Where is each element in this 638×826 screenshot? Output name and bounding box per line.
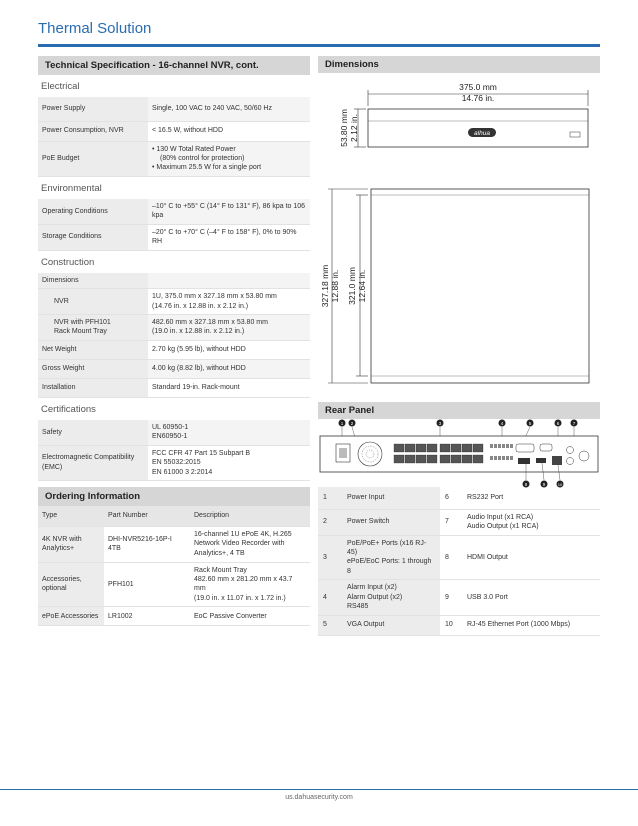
spec-label: Net Weight — [38, 340, 148, 359]
inner-in-label: 12.64 in. — [357, 269, 367, 303]
column-header: Part Number — [104, 506, 190, 526]
inner-mm-label: 321.0 mm — [347, 267, 357, 305]
spec-label: Power Consumption, NVR — [38, 121, 148, 141]
port-label: USB 3.0 Port — [462, 580, 600, 615]
callout-label: 3 — [438, 421, 442, 426]
port-number: 7 — [440, 509, 462, 535]
order-type-line: Analytics+ — [42, 545, 75, 552]
spec-value — [148, 289, 310, 315]
order-type-line: optional — [42, 585, 67, 593]
spec-value — [148, 420, 310, 445]
nvr-top-view — [371, 189, 589, 383]
port-number: 4 — [318, 580, 342, 615]
table-row — [318, 487, 600, 509]
table-row — [318, 535, 600, 580]
height-mm-label: 53.80 mm — [339, 109, 349, 147]
electrical-table — [38, 97, 310, 177]
port-label: VGA Output — [342, 615, 440, 635]
spec-label: Safety — [38, 420, 148, 445]
table-row — [38, 273, 310, 289]
port-label: RJ-45 Ethernet Port (1000 Mbps) — [462, 615, 600, 635]
table-row — [38, 224, 310, 250]
port-label: Power Switch — [342, 509, 440, 535]
table-row — [38, 526, 310, 562]
construction-heading: Construction — [41, 256, 95, 268]
port-number: 9 — [440, 580, 462, 615]
order-type-line: Accessories, — [42, 575, 82, 583]
pfh-dimensions: 482.60 mm x 327.18 mm x 53.80 mm — [152, 318, 268, 326]
description-line: Analytics+, 4 TB — [194, 549, 245, 557]
order-type-line: 4K NVR with — [42, 535, 82, 543]
spec-label: Dimensions — [38, 273, 148, 289]
safety-standard: UL 60950-1 — [152, 423, 189, 431]
emc-label: Electromagnetic Compatibility — [42, 454, 135, 462]
footer-url[interactable]: us.dahuasecurity.com — [285, 794, 353, 801]
port-label: RS232 Port — [462, 487, 600, 509]
port-label-line: Audio Input (x1 RCA) — [467, 513, 534, 521]
port-label-line: ePoE/EoC Ports: 1 through 8 — [347, 558, 432, 575]
description-line: Rack Mount Tray — [194, 566, 247, 574]
port-number: 3 — [318, 535, 342, 580]
vga-port-icon — [516, 444, 534, 452]
rs232-port-icon — [540, 444, 552, 451]
order-type — [38, 526, 104, 562]
rear-panel-header: Rear Panel — [318, 402, 600, 419]
port-number: 8 — [440, 535, 462, 580]
depth-mm-label: 327.18 mm — [320, 264, 330, 308]
spec-label: Operating Conditions — [38, 199, 148, 224]
spec-value — [148, 314, 310, 340]
spec-value: –10° C to +55° C (14° F to 131° F), 86 kpa to 106 kpa — [148, 199, 310, 224]
port-number: 2 — [318, 509, 342, 535]
dimensions-header: Dimensions — [318, 56, 600, 73]
column-header: Description — [190, 506, 310, 526]
spec-header: Technical Specification - 16-channel NVR, cont. — [38, 56, 310, 75]
table-row — [38, 607, 310, 626]
port-number: 5 — [318, 615, 342, 635]
port-label: HDMI Output — [462, 535, 600, 580]
logo-text: alhua — [474, 130, 490, 137]
port-label-line: PoE/PoE+ Ports (x16 RJ-45) — [347, 539, 427, 556]
spec-value: < 16.5 W, without HDD — [148, 121, 310, 141]
callout-label: 4 — [500, 421, 504, 426]
audio-in-icon — [567, 447, 574, 454]
nvr-dimensions-in: (14.76 in. x 12.88 in. x 2.12 in.) — [152, 302, 249, 310]
spec-value: Standard 19-in. Rack-mount — [148, 378, 310, 397]
order-type — [38, 562, 104, 607]
width-mm-label: 375.0 mm — [459, 82, 497, 92]
port-label — [342, 535, 440, 580]
poe-budget-line: 130 W Total Rated Power — [156, 145, 236, 153]
table-row — [38, 314, 310, 340]
order-type: ePoE Accessories — [38, 607, 104, 626]
dahua-logo — [468, 128, 496, 137]
table-row — [38, 289, 310, 315]
part-number: DHI-NVR5216-16P-I 4TB — [104, 526, 190, 562]
callout-1 — [339, 420, 346, 427]
ports-table — [318, 487, 600, 636]
spec-value — [148, 445, 310, 480]
ordering-table — [38, 506, 310, 626]
table-row — [318, 580, 600, 615]
callout-label: 8 — [524, 482, 528, 487]
callout-label: 5 — [528, 421, 532, 426]
usb-port-icon — [536, 458, 546, 463]
part-number: LR1002 — [104, 607, 190, 626]
page-title: Thermal Solution — [38, 20, 152, 37]
dimensions-drawing — [318, 76, 600, 394]
height-in-label: 2.12 in. — [349, 114, 359, 142]
callout-label: 7 — [572, 421, 576, 426]
table-row — [38, 562, 310, 607]
callout-5 — [527, 420, 534, 427]
pfh-label: NVR with PFH101 — [54, 318, 111, 326]
ethernet-port-icon — [552, 456, 562, 465]
spec-value: 2.70 kg (5.95 lb), without HDD — [148, 340, 310, 359]
environmental-table — [38, 199, 310, 251]
ground-screw-icon — [579, 451, 589, 461]
drawings-column — [318, 56, 600, 73]
description-line: 16-channel 1U ePoE 4K, H.265 — [194, 530, 292, 538]
callout-label: 9 — [542, 482, 546, 487]
table-row — [318, 509, 600, 535]
nvr-dimensions: 1U, 375.0 mm x 327.18 mm x 53.80 mm — [152, 293, 277, 301]
table-row — [38, 420, 310, 445]
table-row — [38, 121, 310, 141]
emc-standard: FCC CFR 47 Part 15 Subpart B — [152, 449, 251, 457]
port-label — [342, 580, 440, 615]
fan-icon — [358, 442, 382, 466]
pfh-label: Rack Mount Tray — [54, 328, 107, 336]
spec-label — [38, 314, 148, 340]
callout-label: 1 — [340, 421, 344, 426]
table-row — [38, 97, 310, 121]
callout-6 — [555, 420, 562, 427]
spec-label — [38, 445, 148, 480]
spec-label: Installation — [38, 378, 148, 397]
hdmi-port-icon — [518, 458, 530, 464]
rear-panel-drawing — [318, 418, 600, 488]
spec-column — [38, 56, 310, 626]
spec-label: NVR — [38, 289, 148, 315]
spec-value: Single, 100 VAC to 240 VAC, 50/60 Hz — [148, 97, 310, 121]
emc-standard: EN 61000 3 2:2014 — [152, 468, 213, 476]
spec-value: 4.00 kg (8.82 lb), without HDD — [148, 359, 310, 378]
callout-label: 10 — [557, 482, 563, 487]
part-number: PFH101 — [104, 562, 190, 607]
spec-label: PoE Budget — [38, 141, 148, 176]
port-label-line: RS485 — [347, 603, 369, 611]
depth-in-label: 12.88 in. — [330, 269, 340, 303]
callout-4 — [499, 420, 506, 427]
order-description: EoC Passive Converter — [190, 607, 310, 626]
table-row — [38, 359, 310, 378]
construction-table — [38, 273, 310, 398]
title-divider — [38, 44, 600, 47]
description-line: (19.0 in. x 11.07 in. x 1.72 in.) — [194, 594, 286, 602]
electrical-heading: Electrical — [41, 81, 80, 92]
table-row — [38, 378, 310, 397]
spec-label: Power Supply — [38, 97, 148, 121]
description-line: Network Video Recorder with — [194, 540, 285, 548]
width-in-label: 14.76 in. — [461, 93, 495, 103]
port-label-line: Alarm Input (x2) — [347, 584, 397, 592]
spec-value: • 130 W Total Rated Power (80% control for protection) • Maximum 25.5 W for a single port — [148, 141, 310, 176]
table-row — [38, 199, 310, 224]
port-label — [462, 509, 600, 535]
spec-label: Gross Weight — [38, 359, 148, 378]
table-row — [38, 340, 310, 359]
callout-7 — [571, 420, 578, 427]
callout-label: 6 — [556, 421, 560, 426]
emc-standard: EN 55032:2015 — [152, 459, 201, 467]
spec-label: Storage Conditions — [38, 224, 148, 250]
environmental-heading: Environmental — [41, 182, 102, 194]
poe-budget-line: Maximum 25.5 W for a single port — [156, 164, 262, 172]
pfh-dimensions-in: (19.0 in. x 12.88 in. x 2.12 in.) — [152, 328, 245, 336]
order-description — [190, 562, 310, 607]
emc-label: (EMC) — [42, 463, 63, 471]
port-number: 10 — [440, 615, 462, 635]
port-number: 6 — [440, 487, 462, 509]
table-row — [318, 615, 600, 635]
footer-divider — [0, 789, 638, 790]
safety-standard: EN60950-1 — [152, 433, 188, 441]
port-number: 1 — [318, 487, 342, 509]
port-label: Power Input — [342, 487, 440, 509]
column-header: Type — [38, 506, 104, 526]
table-row — [38, 141, 310, 176]
table-row — [38, 445, 310, 480]
port-label-line: Audio Output (x1 RCA) — [467, 523, 539, 530]
certifications-heading: Certifications — [41, 403, 96, 415]
table-header-row — [38, 506, 310, 526]
order-description — [190, 526, 310, 562]
audio-out-icon — [567, 458, 574, 465]
callout-label: 2 — [350, 421, 354, 426]
ordering-header: Ordering Information — [38, 487, 310, 506]
callout-3 — [437, 420, 444, 427]
spec-value: –20° C to +70° C (–4° F to 158° F), 0% to 90% RH — [148, 224, 310, 250]
certifications-table — [38, 420, 310, 481]
description-line: 482.60 mm x 281.20 mm x 43.7 mm — [194, 575, 293, 593]
poe-budget-line: (80% control for protection) — [160, 154, 245, 162]
callout-2 — [349, 420, 356, 427]
port-label-line: Alarm Output (x2) — [347, 593, 403, 601]
